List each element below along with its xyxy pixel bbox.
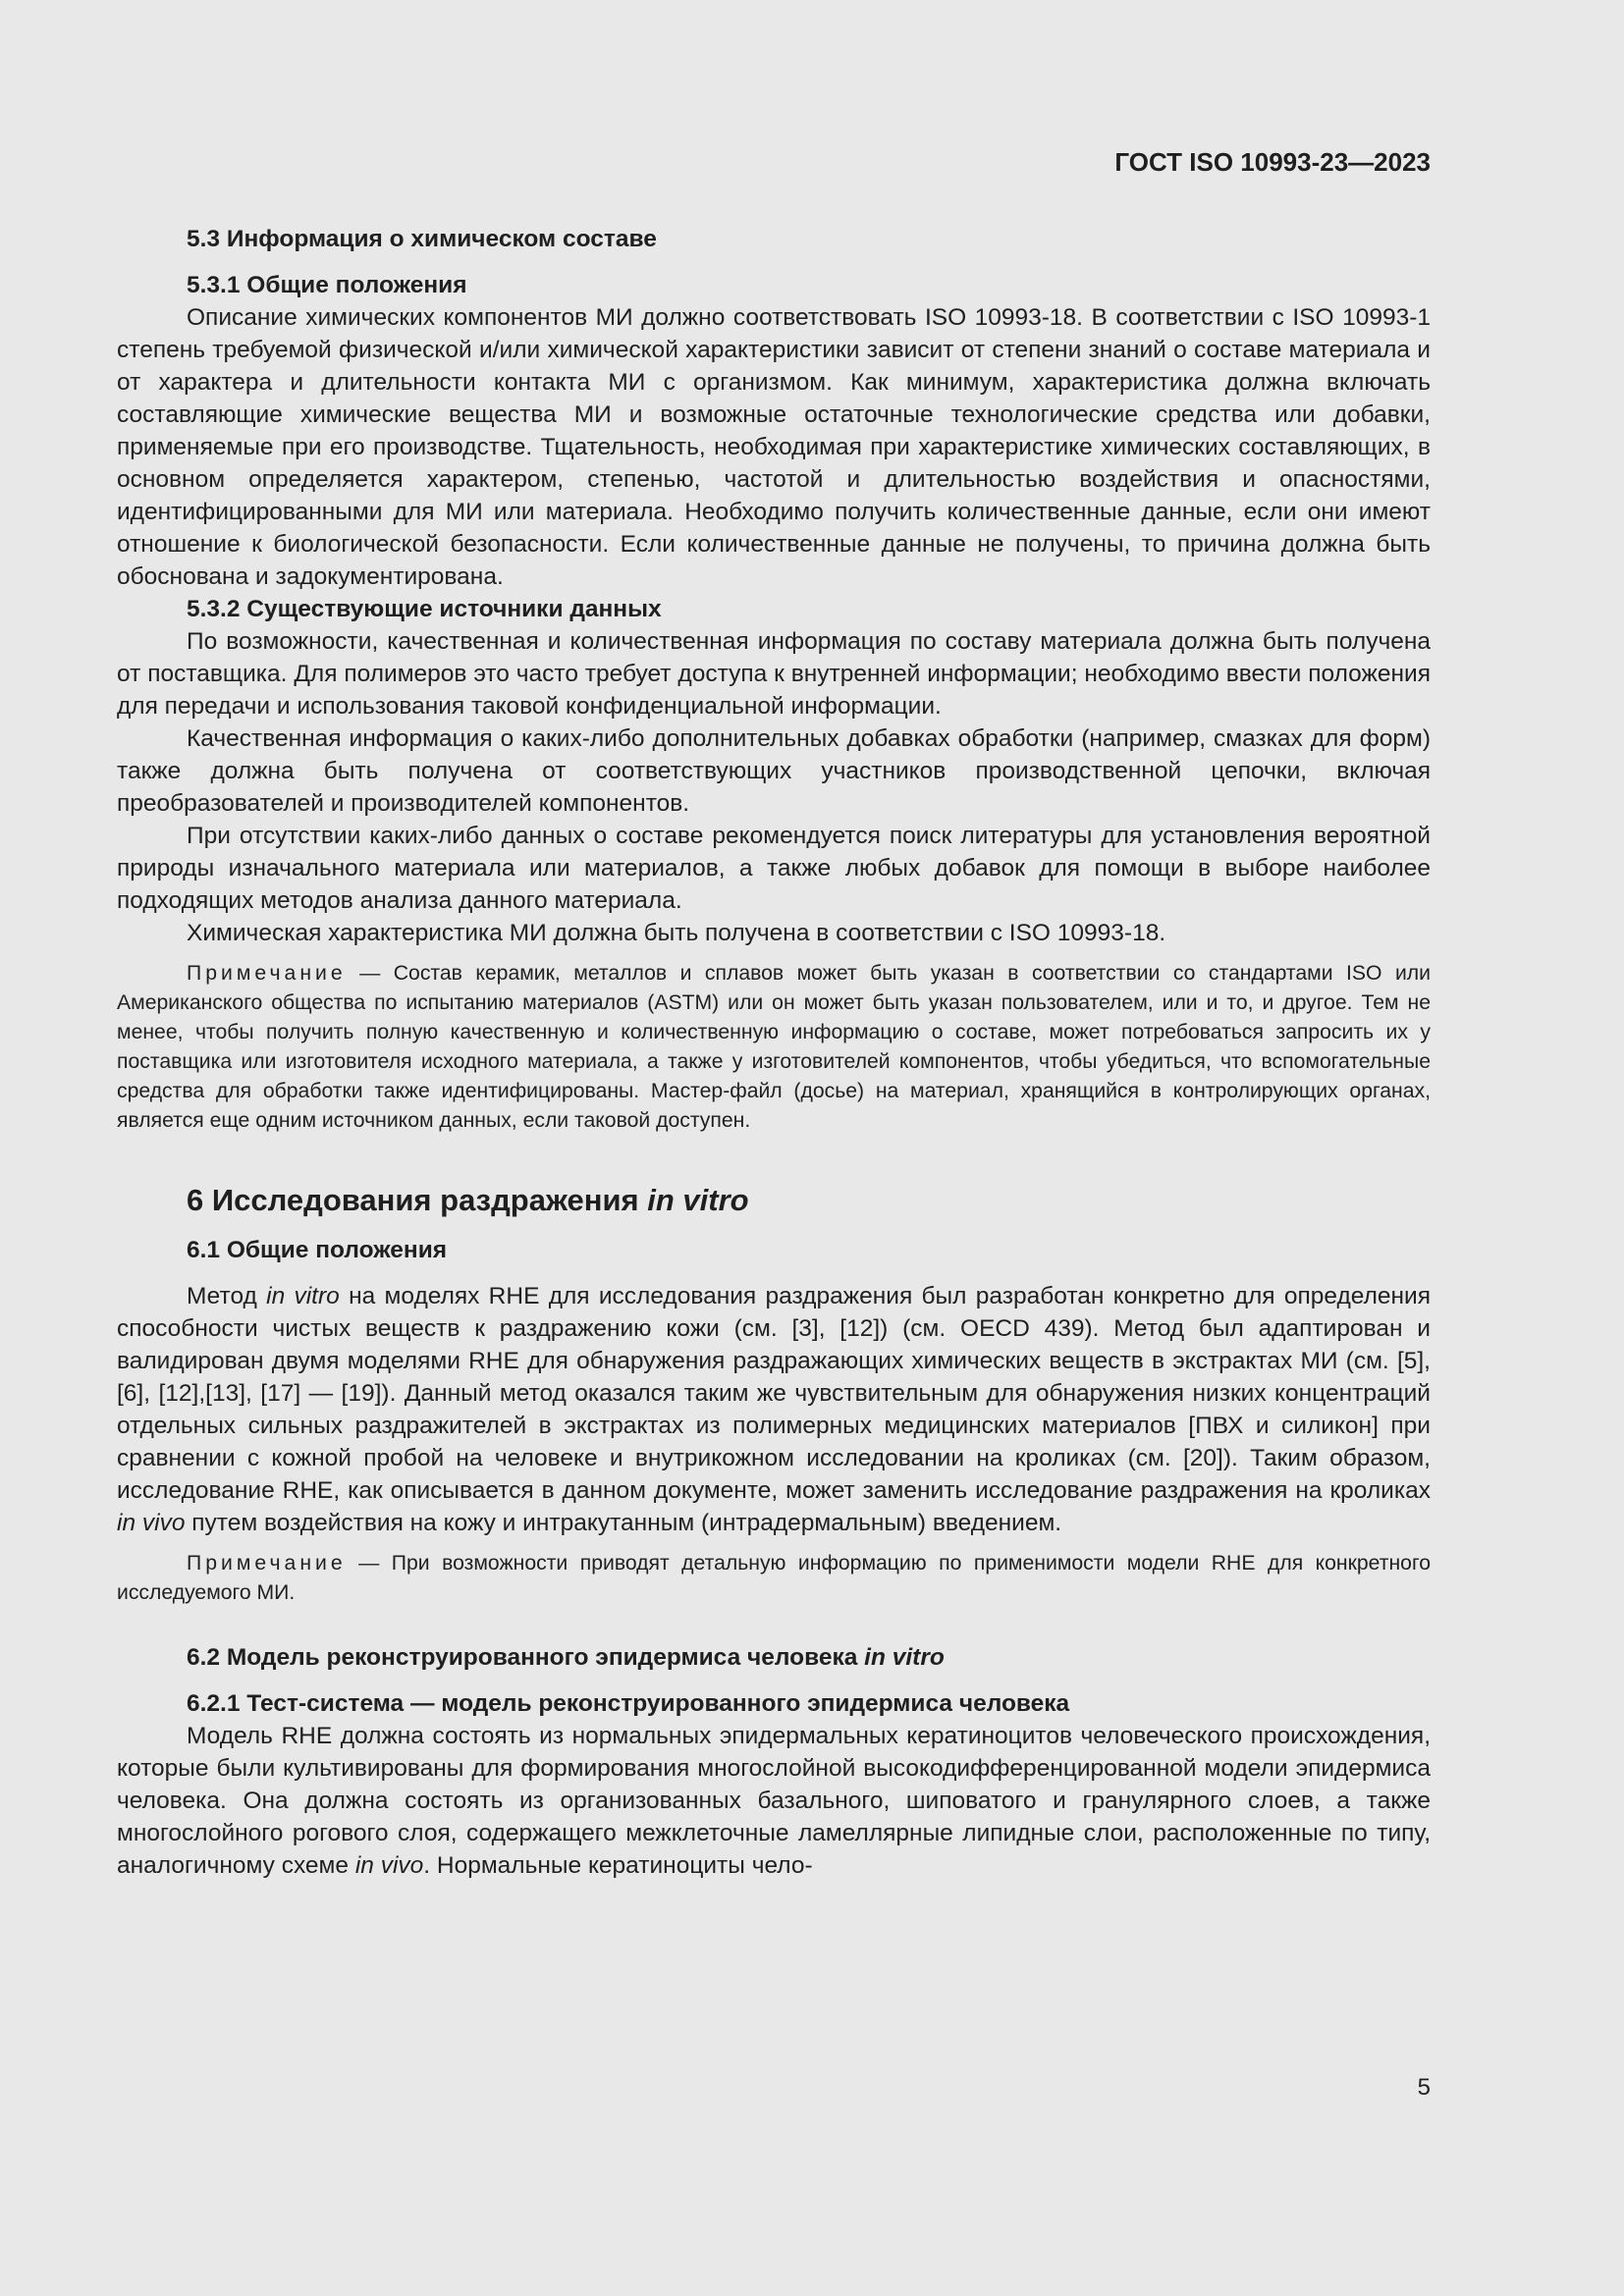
section-6-1-heading: 6.1 Общие положения — [187, 1237, 448, 1263]
italic-text: in vivo — [354, 1852, 424, 1879]
document-body — [117, 223, 1431, 1882]
text-run: . Нормальные кератиноциты чело- — [423, 1852, 813, 1879]
note-text: — При возможности приводят детальную информацию по применимости модели RHE для конкретного исследуемого МИ. — [117, 1552, 1431, 1604]
page-number: 5 — [1417, 2074, 1431, 2101]
italic-text: in vitro — [266, 1283, 340, 1309]
note-label: Примечание — [187, 1552, 347, 1575]
text-run: на моделях RHE для исследования раздражения был разработан конкретно для определения способности чистых веществ к раздражению кожи (см. [3], [12]) (см. OECD 439). Метод был адаптирован и валидирован двумя моделями RHE для обнаружения раздражающих химических веществ в экстрактах МИ (см. [5], [6], [12],[13], [17] — [19]). Данный метод оказался таким же чувствительным для обнаружения низких концентраций отдельных сильных раздражителей в экстрактах из полимерных медицинских материалов [ПВХ и силикон] при сравнении с кожной пробой на человеке и внутрикожном исследовании на кроликах (см. [20]). Таким образом, исследование RHE, как описывается в данном документе, может заменить исследование раздражения на кроликах — [117, 1283, 1431, 1504]
paragraph — [117, 1280, 1431, 1539]
section-5-3-heading: 5.3 Информация о химическом составе — [187, 226, 657, 252]
section-6-heading-text: 6 Исследования раздражения — [187, 1183, 648, 1217]
paragraph: Описание химических компонентов МИ должно соответствовать ISO 10993-18. В соответствии с ISO 10993-1 степень требуемой физической и/или химической характеристики зависит от степени знаний о составе материала и от характера и длительности контакта МИ с организмом. Как минимум, характеристика должна включать составляющие химические вещества МИ и возможные остаточные технологические средства или добавки, применяемые при его производстве. Тщательность, необходимая при характеристике химических составляющих, в основном определяется характером, степенью, частотой и длительностью воздействия и опасностями, идентифицированными для МИ или материала. Необходимо получить количественные данные, если они имеют отношение к биологической безопасности. Если количественные данные не получены, то причина должна быть обоснована и задокументирована. — [117, 304, 1431, 590]
section-6-heading — [117, 1181, 1431, 1220]
section-6-2-1-heading: 6.2.1 Тест-система — модель реконструированного эпидермиса человека — [187, 1690, 1070, 1717]
section-6-2-heading — [117, 1641, 1431, 1674]
heading-text: 6.2 Модель реконструированного эпидермиса человека — [187, 1644, 865, 1671]
note — [117, 1549, 1431, 1608]
paragraph — [117, 1720, 1431, 1882]
paragraph: При отсутствии каких-либо данных о составе рекомендуется поиск литературы для установления вероятной природы изначального материала или материалов, а также любых добавок для помощи в выборе наиболее подходящих методов анализа данного материала. — [117, 823, 1431, 914]
section-5-3-1-heading: 5.3.1 Общие положения — [187, 272, 467, 298]
text-run: Метод — [187, 1283, 267, 1309]
note — [117, 959, 1431, 1136]
heading-italic: in vitro — [864, 1644, 945, 1671]
section-5-3-2-heading: 5.3.2 Существующие источники данных — [187, 596, 662, 622]
note-text: — Состав керамик, металлов и сплавов может быть указан в соответствии со стандартами ISO или Американского общества по испытанию материалов (ASTM) или он может быть указан пользователем, или и то, и другое. Тем не менее, чтобы получить полную качественную и количественную информацию о составе, может потребоваться запросить их у поставщика или изготовителя исходного материала, а также у изготовителей компонентов, чтобы убедиться, что вспомогательные средства для обработки также идентифицированы. Мастер-файл (досье) на материал, хранящийся в контролирующих органах, является еще одним источником данных, если таковой доступен. — [117, 962, 1431, 1132]
note-label: Примечание — [187, 962, 347, 985]
paragraph: Химическая характеристика МИ должна быть получена в соответствии с ISO 10993-18. — [187, 920, 1166, 946]
document-header: ГОСТ ISO 10993-23—2023 — [1114, 147, 1431, 177]
paragraph: По возможности, качественная и количественная информация по составу материала должна быть получена от поставщика. Для полимеров это часто требует доступа к внутренней информации; необходимо ввести положения для передачи и использования таковой конфиденциальной информации. — [117, 628, 1431, 720]
paragraph: Качественная информация о каких-либо дополнительных добавках обработки (например, смазках для форм) также должна быть получена от соответствующих участников производственной цепочки, включая преобразователей и производителей компонентов. — [117, 725, 1431, 817]
italic-text: in vivo — [117, 1510, 186, 1536]
text-run: путем воздействия на кожу и интракутанным (интрадермальным) введением. — [185, 1510, 1062, 1536]
text-run: Модель RHE должна состоять из нормальных эпидермальных кератиноцитов человеческого происхождения, которые были культивированы для формирования многослойной высокодифференцированной модели эпидермиса человека. Она должна состоять из организованных базального, шиповатого и гранулярного слоев, а также многослойного рогового слоя, содержащего межклеточные ламеллярные липидные слои, расположенные по типу, аналогичному схеме — [117, 1723, 1431, 1879]
section-6-heading-italic: in vitro — [647, 1183, 749, 1217]
